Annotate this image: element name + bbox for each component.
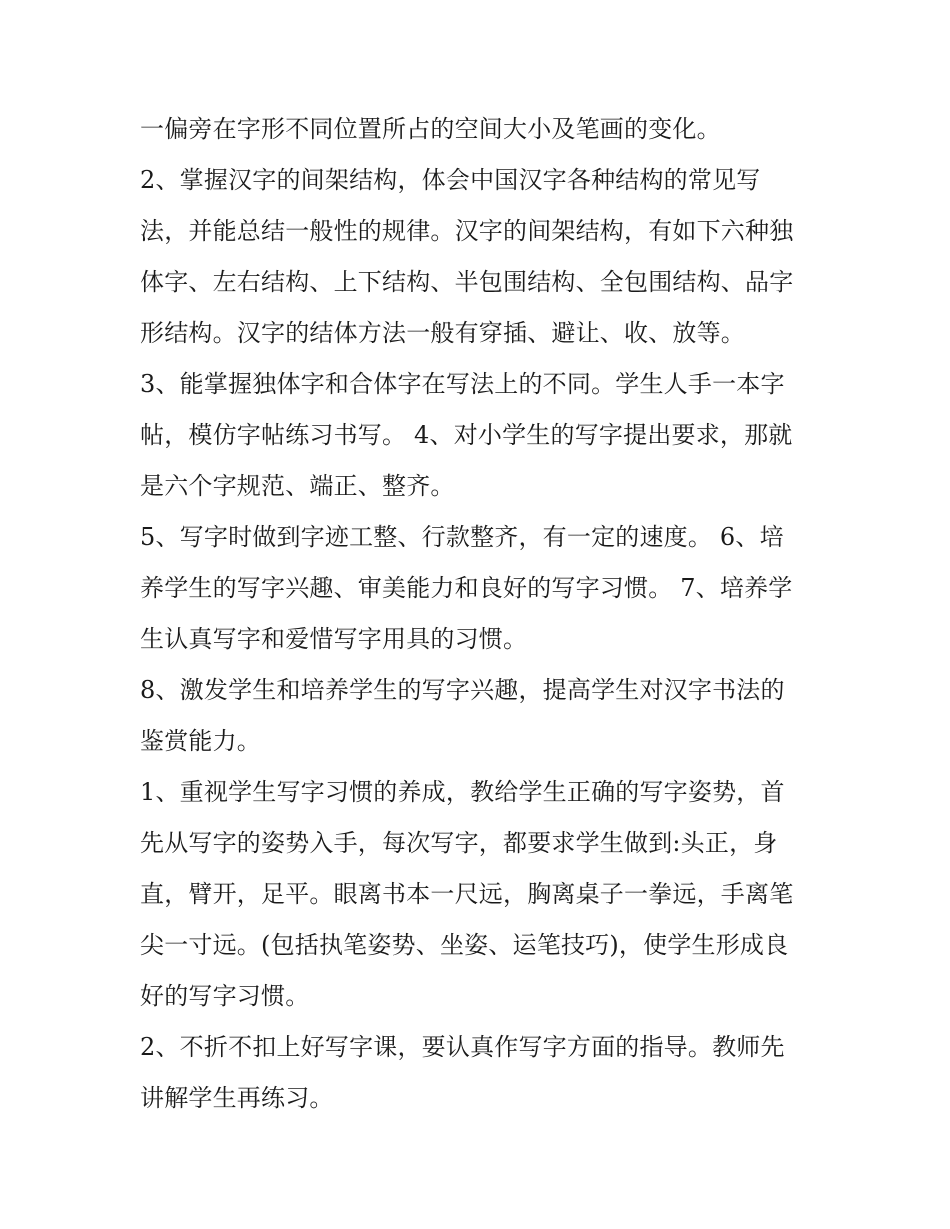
- text-line: 2、不折不扣上好写字课，要认真作写字方面的指导。教师先: [140, 1033, 785, 1061]
- text-line: 鉴赏能力。: [140, 727, 261, 755]
- text-line: 一偏旁在字形不同位置所占的空间大小及笔画的变化。: [140, 115, 721, 143]
- text-line: 直，臂开，足平。眼离书本一尺远，胸离桌子一拳远，手离笔: [140, 880, 794, 908]
- text-line: 先从写字的姿势入手，每次写字，都要求学生做到:头正，身: [140, 829, 778, 857]
- text-line: 好的写字习惯。: [140, 982, 310, 1010]
- text-line: 2、掌握汉字的间架结构，体会中国汉字各种结构的常见写: [140, 166, 761, 194]
- text-line: 帖，模仿字帖练习书写。 4、对小学生的写字提出要求，那就: [140, 421, 793, 449]
- text-line: 讲解学生再练习。: [140, 1084, 334, 1112]
- text-line: 体字、左右结构、上下结构、半包围结构、全包围结构、品字: [140, 268, 794, 296]
- text-line: 1、重视学生写字习惯的养成，教给学生正确的写字姿势，首: [140, 778, 785, 806]
- text-line: 3、能掌握独体字和合体字在写法上的不同。学生人手一本字: [140, 370, 785, 398]
- text-line: 5、写字时做到字迹工整、行款整齐，有一定的速度。 6、培: [140, 523, 784, 551]
- text-line: 法，并能总结一般性的规律。汉字的间架结构，有如下六种独: [140, 217, 794, 245]
- text-line: 形结构。汉字的结体方法一般有穿插、避让、收、放等。: [140, 319, 745, 347]
- text-line: 生认真写字和爱惜写字用具的习惯。: [140, 625, 528, 653]
- text-line: 8、激发学生和培养学生的写字兴趣，提高学生对汉字书法的: [140, 676, 785, 704]
- text-line: 养学生的写字兴趣、审美能力和良好的写字习惯。 7、培养学: [140, 574, 793, 602]
- text-line: 是六个字规范、端正、整齐。: [140, 472, 455, 500]
- text-line: 尖一寸远。(包括执笔姿势、坐姿、运笔技巧)，使学生形成良: [140, 931, 789, 959]
